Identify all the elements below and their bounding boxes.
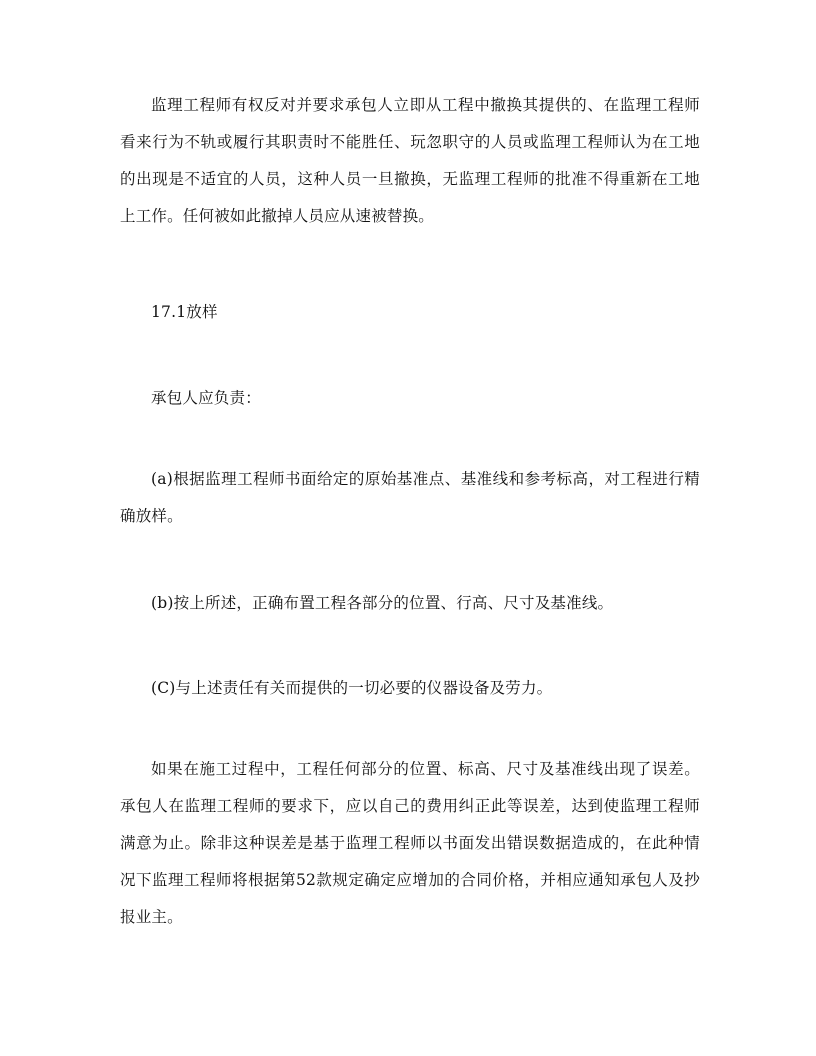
paragraph-staff-removal: 监理工程师有权反对并要求承包人立即从工程中撤换其提供的、在监理工程师看来行为不轨或履行其职责时不能胜任、玩忽职守的人员或监理工程师认为在工地的出现是不适宜的人员，这种人员一旦撤换，无监理工程师的批准不得重新在工地上工作。任何被如此撤掉人员应从速被替换。 bbox=[120, 96, 700, 225]
list-item-c: (C)与上述责任有关而提供的一切必要的仪器设备及劳力。 bbox=[151, 679, 553, 697]
paragraph-contractor-responsibility: 承包人应负责： bbox=[151, 389, 261, 407]
list-item-a: (a)根据监理工程师书面给定的原始基准点、基准线和参考标高，对工程进行精确放样。 bbox=[120, 470, 700, 525]
list-item-b: (b)按上所述，正确布置工程各部分的位置、行高、尺寸及基准线。 bbox=[151, 594, 614, 612]
section-heading-setting-out: 17.1放样 bbox=[151, 303, 218, 321]
paragraph-error-correction: 如果在施工过程中，工程任何部分的位置、标高、尺寸及基准线出现了误差。承包人在监理工程师的要求下，应以自己的费用纠正此等误差，达到使监理工程师满意为止。除非这种误差是基于监理工程师以书面发出错误数据造成的，在此种情况下监理工程师将根据第52款规定确定应增加的合同价格，并相应通知承包人及抄报业主。 bbox=[120, 760, 700, 926]
